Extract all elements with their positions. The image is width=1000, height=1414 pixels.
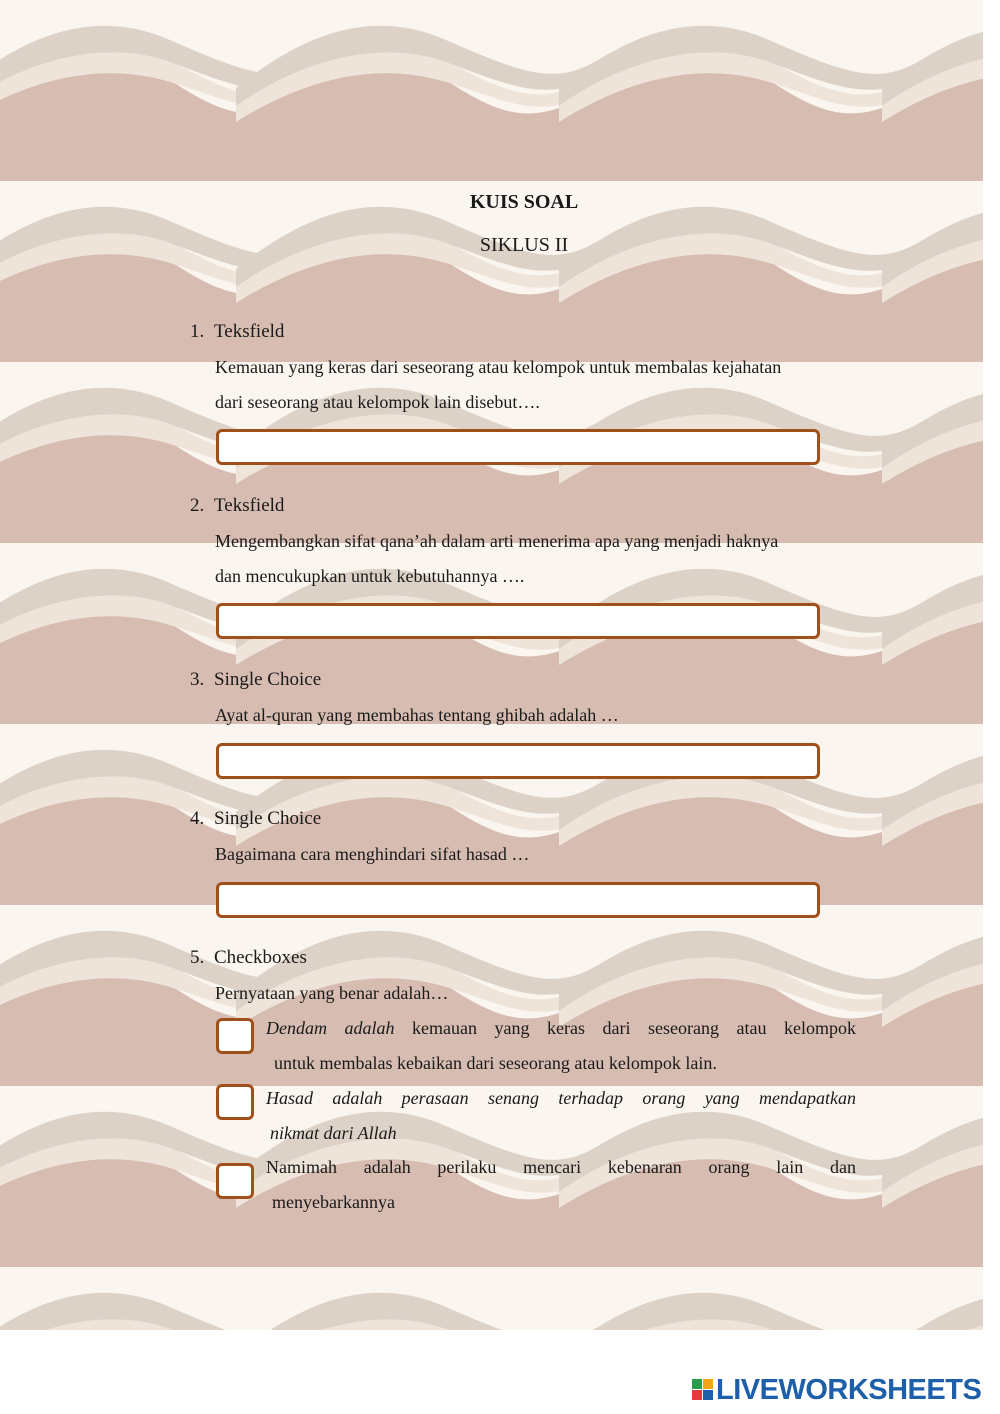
question-3-text [215, 698, 855, 733]
question-type: Teksfield [214, 321, 285, 342]
question-line: dan mencukupkan untuk kebutuhannya …. [215, 566, 525, 586]
question-type: Single Choice [214, 808, 322, 829]
question-line: dari seseorang atau kelompok lain disebut…. [215, 392, 540, 412]
question-2-heading [190, 495, 284, 517]
question-line: Pernyataan yang benar adalah… [215, 983, 449, 1003]
question-number: 2. [190, 495, 205, 516]
option-text: Namimah adalah perilaku mencari kebenaran orang lain dan [266, 1157, 856, 1177]
question-line: Kemauan yang keras dari seseorang atau kelompok untuk membalas kejahatan [215, 357, 782, 377]
brand-mark-icon [692, 1379, 714, 1401]
question-4-heading [190, 808, 321, 830]
question-4-text [215, 837, 855, 872]
option-2-line2: nikmat dari Allah [270, 1123, 397, 1143]
option-term: Dendam adalah [266, 1018, 395, 1038]
answer-field-2[interactable] [216, 603, 820, 639]
option-3-line1 [266, 1150, 856, 1185]
question-number: 1. [190, 321, 205, 342]
option-2-line1 [266, 1081, 856, 1116]
question-line: Bagaimana cara menghindari sifat hasad … [215, 844, 530, 864]
answer-field-1[interactable] [216, 429, 820, 465]
option-3-checkbox[interactable] [216, 1163, 254, 1199]
option-2-checkbox[interactable] [216, 1084, 254, 1120]
option-1-line1 [266, 1011, 856, 1046]
question-number: 3. [190, 669, 205, 690]
page-subtitle: SIKLUS II [479, 234, 569, 256]
question-3-heading [190, 669, 321, 691]
answer-field-4[interactable] [216, 882, 820, 918]
question-type: Single Choice [214, 669, 322, 690]
option-1-line2: untuk membalas kebaikan dari seseorang atau kelompok lain. [274, 1053, 717, 1073]
question-number: 5. [190, 947, 205, 968]
brand-name: LIVEWORKSHEETS [716, 1373, 982, 1406]
option-text: kemauan yang keras dari seseorang atau kelompok [394, 1018, 856, 1038]
question-1-heading [190, 321, 284, 343]
question-5-text [215, 976, 855, 1011]
question-type: Checkboxes [214, 947, 307, 968]
question-number: 4. [190, 808, 205, 829]
question-line: Mengembangkan sifat qana’ah dalam arti menerima apa yang menjadi haknya [215, 531, 779, 551]
option-1-checkbox[interactable] [216, 1018, 254, 1054]
question-2-text [215, 524, 855, 594]
liveworksheets-logo [692, 1374, 981, 1406]
option-3-line2: menyebarkannya [272, 1192, 395, 1212]
question-type: Teksfield [214, 495, 285, 516]
question-line: Ayat al-quran yang membahas tentang ghibah adalah … [215, 705, 619, 725]
question-5-heading [190, 947, 307, 969]
answer-field-3[interactable] [216, 743, 820, 779]
page-title: KUIS SOAL [469, 191, 579, 213]
option-term: Hasad adalah perasaan senang terhadap orang yang mendapatkan [266, 1088, 856, 1108]
question-1-text [215, 350, 855, 420]
